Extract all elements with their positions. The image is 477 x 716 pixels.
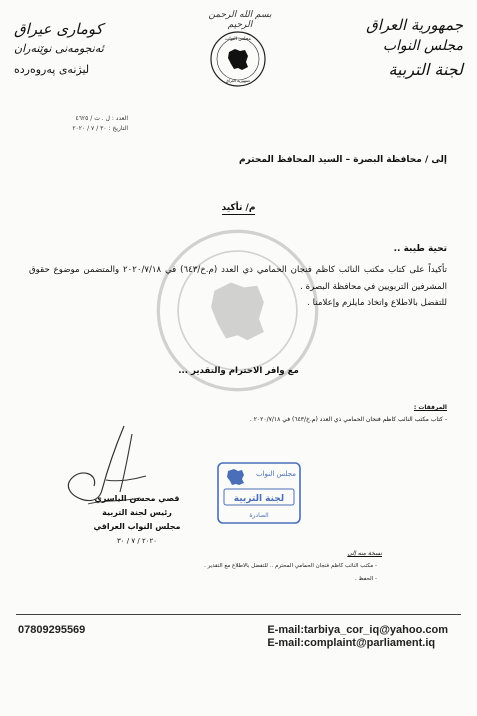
- signer-name: قصي محسن الياسري: [94, 494, 180, 503]
- copy-item-1: - مكتب النائب كاظم فنجان الحمامي المحترم .. للتفضل بالاطلاع مع التقدير .: [204, 563, 377, 569]
- header-kurdish-committee: لیژنەی پەروەردە: [14, 63, 90, 76]
- attachment-item: - كتاب مكتب النائب كاظم فنجان الحمامي ذي العدد (م.خ/٦٤٣) في ٢٠٢٠/٧/١٨ .: [249, 416, 447, 423]
- header-kurdish: [14, 20, 164, 76]
- basmala: بسم الله الرحمن الرحيم: [208, 10, 272, 30]
- stamp-line-3: الصادرة: [249, 512, 269, 519]
- header-kurdish-council: ئەنجومەنی نوێنەران: [14, 42, 104, 55]
- header-arabic: [303, 16, 463, 79]
- body-paragraph-1: تأكيداً على كتاب مكتب النائب كاظم فنجان الحمامي ذي العدد (م.خ/٦٤٣) في ٢٠٢٠/٧/١٨ والمتضمن موضوع حقوق المشرفين التربويين في محافظة البصرة .: [29, 265, 447, 292]
- header-committee: لجنة التربية: [388, 60, 463, 79]
- footer-emails: [267, 624, 448, 650]
- greeting: تحية طيبة ..: [393, 244, 447, 254]
- footer-divider: [16, 614, 461, 615]
- signer-title: رئيس لجنة التربية: [102, 508, 172, 517]
- body-paragraph-2: للتفضل بالاطلاع واتخاذ مايلزم وإعلامنا .: [307, 298, 447, 308]
- emblem-label: مجلس النواب: [225, 37, 251, 42]
- stamp-line-2: لجنة التربية: [233, 494, 285, 504]
- footer-email-1: E-mail:tarbiya_cor_iq@yahoo.com: [267, 624, 448, 636]
- parliament-emblem-icon: [209, 30, 267, 88]
- closing-regards: مع وافر الاحترام والتقدير ...: [178, 366, 299, 376]
- header-council: مجلس النواب: [382, 38, 463, 54]
- reference-date: التاريخ : ٣٠ / ٧ / ٢٠٢٠: [72, 125, 128, 132]
- footer-email-2: E-mail:complaint@parliament.iq: [267, 637, 436, 649]
- stamp-line-1: مجلس النواب: [255, 470, 297, 478]
- header-kurdish-country: كوماری عیراق: [14, 20, 103, 38]
- header-country: جمهورية العراق: [366, 16, 463, 34]
- addressee: إلى / محافظة البصرة – السيد المحافظ المحترم: [238, 155, 447, 165]
- attachments-title: المرفقات :: [413, 404, 447, 411]
- letter-body: [29, 262, 447, 312]
- reference-number: العدد : ل . ت / ٤٦٢٥: [75, 115, 128, 122]
- signer-date: ٢٠٢٠ / ٧ / ٣٠: [117, 537, 157, 545]
- copy-item-2: - الحفظ .: [355, 576, 377, 582]
- subject-text: م/ تأكيد: [221, 203, 256, 213]
- reference-block: [28, 114, 128, 134]
- emblem-sub: جمهورية العراق: [225, 78, 251, 83]
- copies-title: نسخة منه إلى: [347, 550, 382, 557]
- signer-org: مجلس النواب العراقي: [93, 522, 181, 531]
- signer-block: [72, 492, 202, 548]
- footer-phone: 07809295569: [18, 624, 86, 636]
- subject-line: [0, 203, 477, 213]
- committee-stamp: [216, 461, 302, 525]
